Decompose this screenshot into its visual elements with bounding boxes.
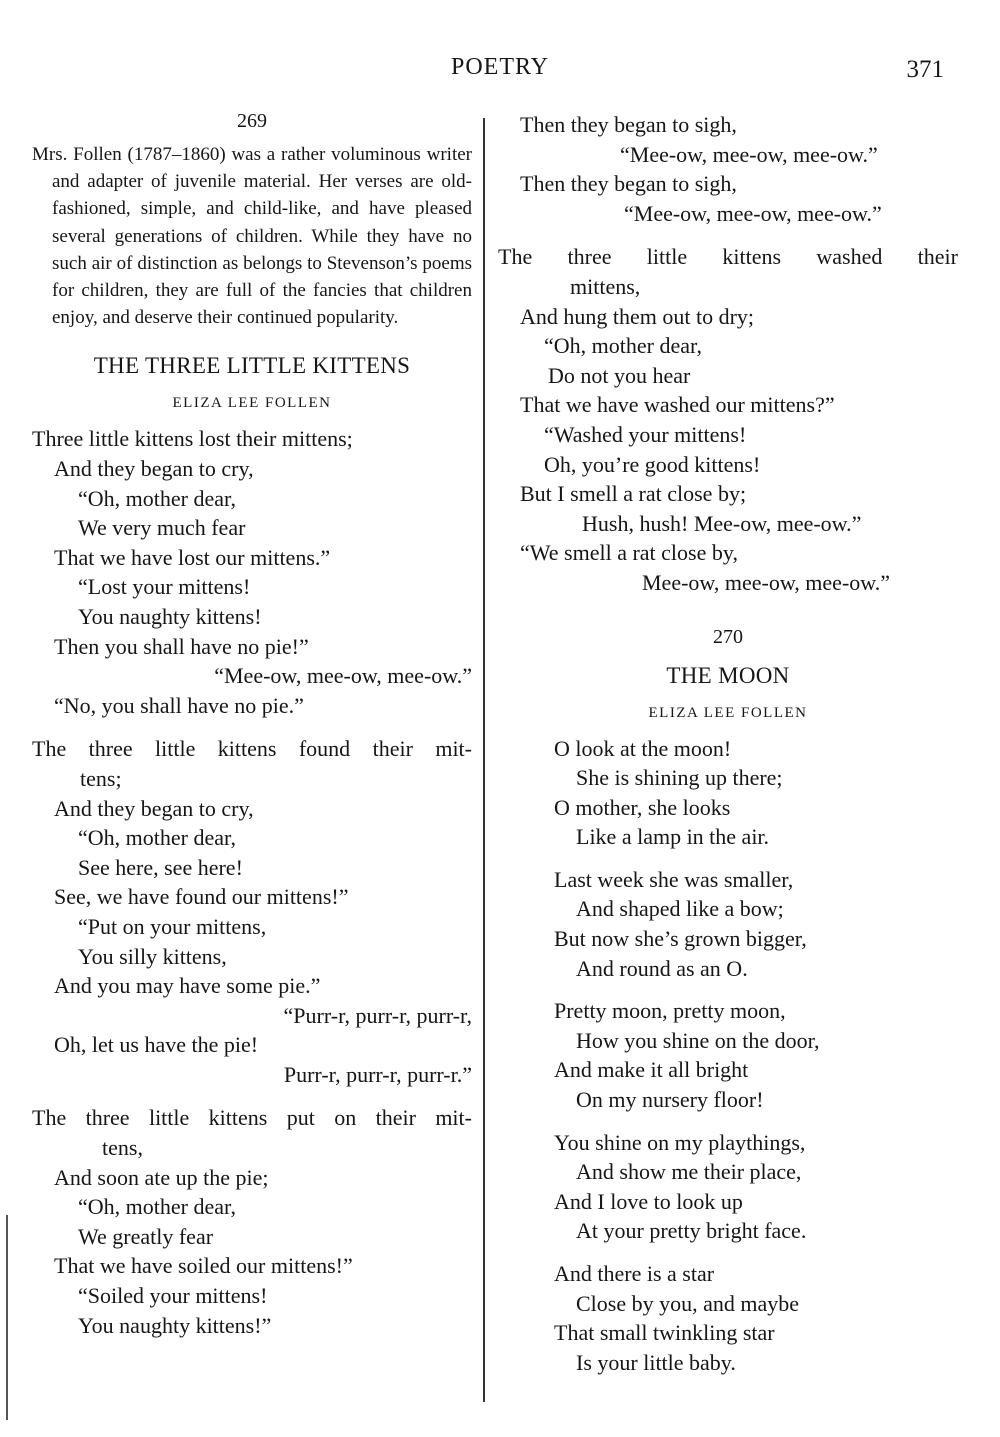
poem-line: And round as an O. [576,955,748,981]
poem-line: And make it all bright [554,1057,749,1083]
left-column [32,110,472,1354]
poem-line: O look at the moon! [554,735,732,761]
poem-line: We very much fear [78,515,246,541]
poem-line: She is shining up there; [576,765,783,791]
poem-line: “Put on your mittens, [78,913,267,939]
poem-line: tens, [102,1135,143,1161]
stanza [498,242,958,597]
poem-line: Oh, you’re good kittens! [544,451,761,477]
poem-line: You naughty kittens!” [78,1312,272,1338]
poem-line: But now she’s grown bigger, [554,926,807,952]
column-divider [483,118,485,1402]
poem-line: “Purr-r, purr-r, purr-r, [283,1002,472,1028]
poem-line: O mother, she looks [554,794,731,820]
poem-line: See, we have found our mittens!” [54,884,349,910]
stanza [554,996,958,1114]
poem-line: And soon ate up the pie; [54,1164,269,1190]
poem-line: “Oh, mother dear, [78,485,236,511]
poem-line: The three little kittens put on their mit- [32,1105,472,1131]
poem-line: You shine on my playthings, [554,1129,806,1155]
poem-line: “Mee-ow, mee-ow, mee-ow.” [624,200,882,226]
stanza [32,424,472,720]
poem-line: Do not you hear [548,362,691,388]
poem-line: At your pretty bright face. [576,1218,807,1244]
selection-number: 269 [237,110,267,132]
poem-line: That small twinkling star [554,1320,775,1346]
poem-line: Close by you, and maybe [576,1290,800,1316]
poem-line: mittens, [570,273,641,299]
poem-line: The three little kittens washed their [498,244,958,270]
poem-line: Three little kittens lost their mittens; [32,426,353,452]
poem-line: And there is a star [554,1261,715,1286]
poem-line: tens; [80,765,122,791]
poem-line: “No, you shall have no pie.” [54,692,304,718]
stanza [498,110,958,228]
poem-line: “Soiled your mittens! [78,1283,268,1309]
poem-author: ELIZA LEE FOLLEN [172,395,332,412]
poem-line: How you shine on the door, [576,1027,820,1053]
poem-line: On my nursery floor! [576,1087,764,1113]
poem-line: Last week she was smaller, [554,866,794,892]
poem-line: We greatly fear [78,1223,214,1249]
poem-line: And show me their place, [576,1159,802,1185]
page-number: 371 [906,56,944,83]
poem-line: And hung them out to dry; [520,303,755,329]
poem-line: “Lost your mittens! [78,574,251,600]
poem-line: “We smell a rat close by, [520,540,738,566]
stanza [554,865,958,983]
stanza [554,734,958,852]
poem-line: Is your little baby. [576,1349,736,1375]
poem-line: “Washed your mittens! [544,421,747,447]
poem-line: Then they began to sigh, [520,112,737,137]
stanza [32,734,472,1089]
poem-line: Purr-r, purr-r, purr-r.” [283,1061,472,1087]
poem-line: Like a lamp in the air. [576,824,770,850]
poem-line: Then you shall have no pie!” [54,633,309,659]
selection-number: 270 [713,625,743,648]
poem-author: ELIZA LEE FOLLEN [648,704,808,721]
poem-line: See here, see here! [78,854,243,880]
poem-title: THE MOON [666,662,790,688]
poem-title: THE THREE LITTLE KITTENS [93,353,411,379]
poem-line: “Oh, mother dear, [78,1194,236,1220]
poem-line: And shaped like a bow; [576,896,784,922]
margin-mark [6,1215,8,1420]
right-column [498,110,958,1390]
poem-line: Pretty moon, pretty moon, [554,998,786,1024]
poem-line: And you may have some pie.” [54,973,321,999]
poem-line: That we have soiled our mittens!” [54,1253,353,1279]
poem-line: Hush, hush! Mee-ow, mee-ow.” [582,510,862,536]
poem-line: Then they began to sigh, [520,171,737,197]
poem-line: And they began to cry, [54,795,254,821]
moon-poem [498,734,958,1378]
poem-line: “Mee-ow, mee-ow, mee-ow.” [214,663,472,689]
poem-line: You naughty kittens! [78,603,262,629]
poem-line: You silly kittens, [78,943,227,969]
poem-line: The three little kittens found their mit- [32,736,472,762]
stanza [554,1128,958,1246]
poem-line: “Oh, mother dear, [544,333,702,359]
poem-line: Mee-ow, mee-ow, mee-ow.” [642,569,890,595]
poem-line: “Oh, mother dear, [78,825,236,851]
poem-line: But I smell a rat close by; [520,481,747,507]
poem-line: That we have lost our mittens.” [54,544,331,570]
poem-line: “Mee-ow, mee-ow, mee-ow.” [620,141,878,167]
poem-line: That we have washed our mittens?” [520,392,835,418]
poem-line: Oh, let us have the pie! [54,1032,259,1058]
intro-paragraph: Mrs. Follen (1787–1860) was a rather voluminous writer and adapter of juvenile material. Her verses are old-fashioned, simple, and child-like, and have pleased several generations of children. While they have no such air of distinction as belongs to Stevenson’s poems for children, they are full of the fancies that children enjoy, and deserve their continued popularity. [32,144,472,329]
poem-line: And they began to cry, [54,456,254,482]
stanza [32,1103,472,1340]
stanza [554,1259,958,1377]
poem-line: And I love to look up [554,1188,743,1214]
running-head: POETRY [450,54,549,80]
